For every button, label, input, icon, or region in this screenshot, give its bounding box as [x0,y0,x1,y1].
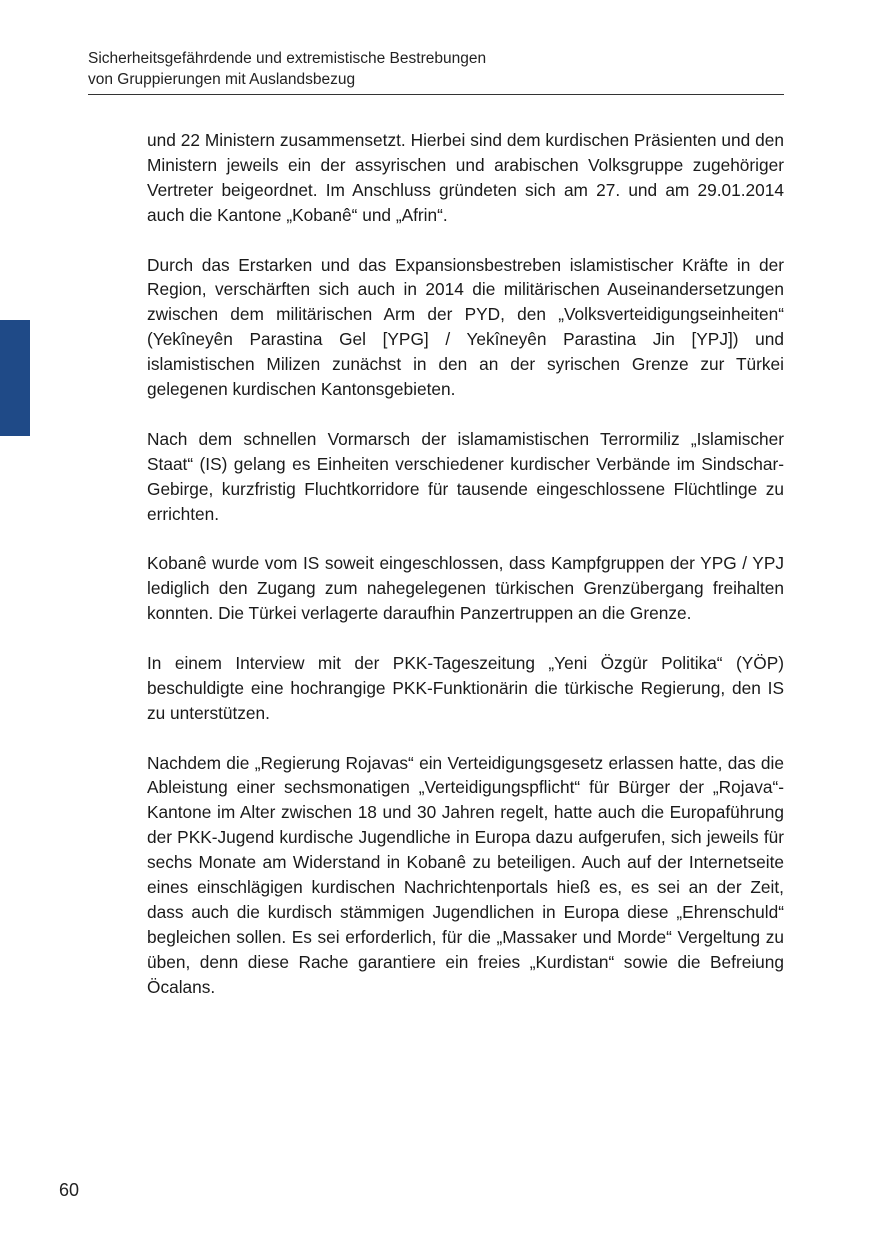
paragraph: In einem Interview mit der PKK-Tageszeitung „Yeni Özgür Politika“ (YÖP) beschuldigte eine hochrangige PKK-Funktionärin die türkische Regierung, den IS zu unterstützen. [147,652,784,723]
paragraph: Kobanê wurde vom IS soweit eingeschlossen, dass Kampfgruppen der YPG / YPJ lediglich den Zugang zum nahegelegenen türkischen Grenzübergang freihalten konnten. Die Türkei verlagerte daraufhin Panzertruppen an die Grenze. [147,553,784,624]
running-header-line-1: Sicherheitsgefährdende und extremistische Bestrebungen [88,50,487,67]
paragraph: Nach dem schnellen Vormarsch der islamamistischen Terrormiliz „Islamischer Staat“ (IS) gelang es Einheiten verschiedener kurdischer Verbände im Sindschar-Gebirge, kurzfristig Fluchtkorridore für tausende eingeschlossene Flüchtlinge zu errichten. [147,428,784,524]
paragraph: Nachdem die „Regierung Rojavas“ ein Verteidigungsgesetz erlassen hatte, das die Ableistung einer sechsmonatigen „Verteidigungspflicht“ für Bürger der „Rojava“-Kantone im Alter zwischen 18 und 30 Jahren regelt, hatte auch die Europaführung der PKK-Jugend kurdische Jugendliche in Europa dazu aufgerufen, sich jeweils für sechs Monate am Widerstand in Kobanê zu beteiligen. Auch auf der Internetseite eines einschlägigen kurdischen Nachrichtenportals hieß es, es sei an der Zeit, dass auch die kurdisch stämmigen Jugendlichen in Europa diese „Ehrenschuld“ begleichen sollen. Es sei erforderlich, für die „Massaker und Morde“ Vergeltung zu üben, denn diese Rache garantiere ein freies „Kurdistan“ sowie die Befreiung Öcalans. [147,752,784,997]
paragraph: und 22 Ministern zusammensetzt. Hierbei sind dem kurdischen Präsienten und den Ministern jeweils ein der assyrischen und arabischen Volksgruppe zugehöriger Vertreter beigeordnet. Im Anschluss gründeten sich am 27. und am 29.01.2014 auch die Kantone „Kobanê“ und „Afrin“. [147,130,784,225]
paragraph: Durch das Erstarken und das Expansionsbestreben islamistischer Kräfte in der Region, verschärften sich auch in 2014 die militärischen Auseinandersetzungen zwischen dem militärischen Arm der PYD, den „Volksverteidigungseinheiten“ (Yekîneyên Parastina Gel [YPG] / Yekîneyên Parastina Jin [YPJ]) und islamistischen Milizen zunächst in den an der syrischen Grenze zur Türkei gelegenen kurdischen Kantonsgebieten. [147,254,784,400]
chapter-side-tab [0,320,30,436]
running-header [88,48,784,95]
page-number: 60 [59,1180,80,1200]
body-text [147,128,784,1025]
running-header-line-2: von Gruppierungen mit Auslandsbezug [88,71,356,88]
